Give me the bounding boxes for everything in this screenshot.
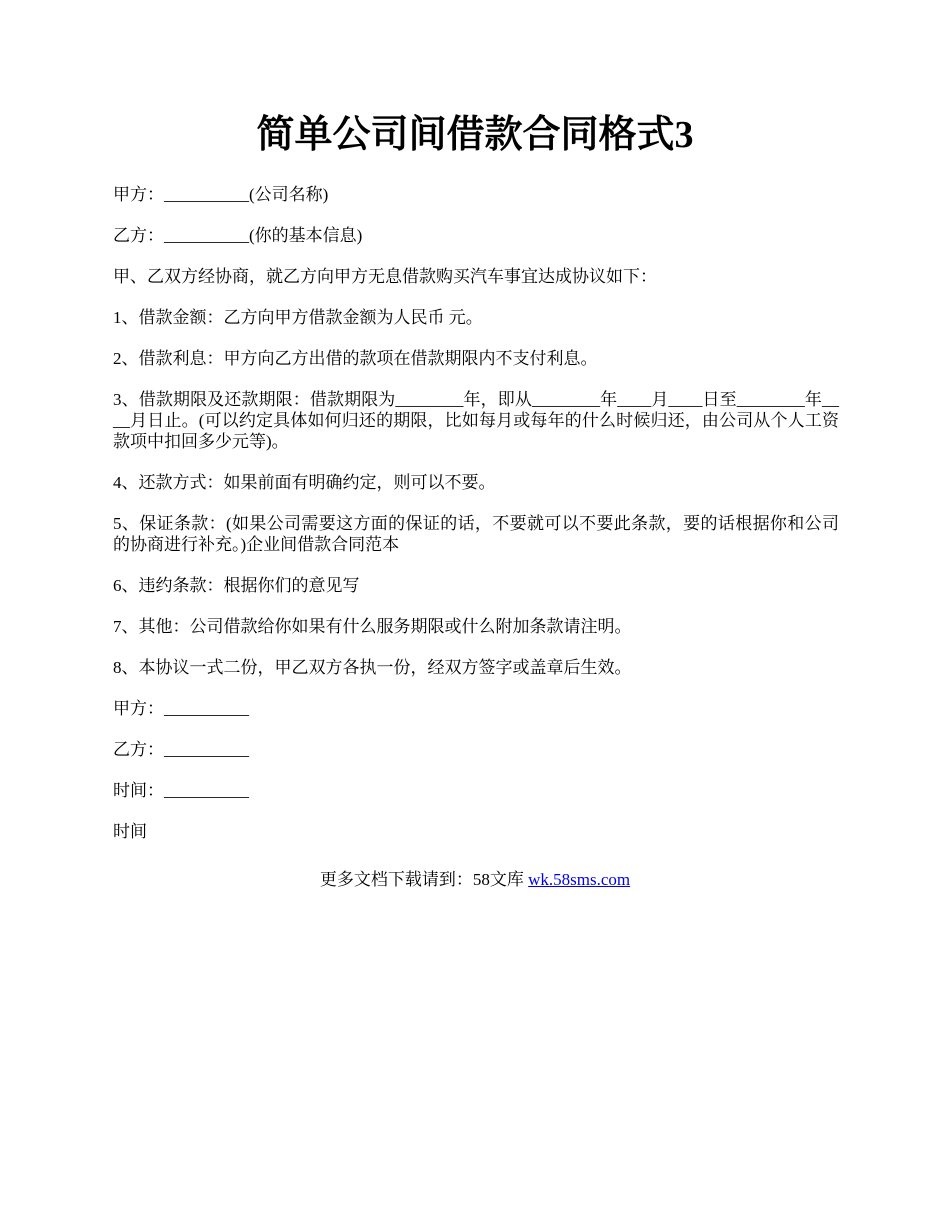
clause-4: 4、还款方式：如果前面有明确约定，则可以不要。 (113, 473, 496, 492)
clause-2: 2、借款利息：甲方向乙方出借的款项在借款期限内不支付利息。 (113, 349, 598, 368)
date-label: 时间 (113, 822, 147, 841)
party-a-line: 甲方：__________(公司名称) (113, 185, 329, 204)
clause-8: 8、本协议一式二份，甲乙双方各执一份，经双方签字或盖章后生效。 (113, 658, 632, 677)
footer-text: 更多文档下载请到：58文库 (319, 870, 529, 889)
clause-7: 7、其他：公司借款给你如果有什么服务期限或什么附加条款请注明。 (113, 617, 632, 636)
footer (0, 869, 950, 890)
clause-1: 1、借款金额：乙方向甲方借款金额为人民币 元。 (113, 308, 483, 327)
party-b-line: 乙方：__________(你的基本信息) (113, 226, 363, 245)
signature-party-a: 甲方：__________ (113, 699, 249, 718)
footer-link[interactable]: wk.58sms.com (528, 870, 631, 889)
signature-date: 时间：__________ (113, 781, 249, 800)
document-body (113, 184, 839, 862)
clause-3: 3、借款期限及还款期限：借款期限为________年，即从________年____月____日至________年____月日止。(可以约定具体如何归还的期限，比如每月或每年的什么时候归还，由公司从个人工资款项中扣回多少元等)。 (113, 390, 839, 451)
clause-5: 5、保证条款：(如果公司需要这方面的保证的话，不要就可以不要此条款，要的话根据你和公司的协商进行补充。)企业间借款合同范本 (113, 514, 839, 554)
preamble: 甲、乙双方经协商，就乙方向甲方无息借款购买汽车事宜达成协议如下： (113, 267, 657, 286)
document-title: 简单公司间借款合同格式3 (256, 114, 694, 156)
clause-6: 6、违约条款：根据你们的意见写 (113, 576, 360, 595)
signature-party-b: 乙方：__________ (113, 740, 249, 759)
